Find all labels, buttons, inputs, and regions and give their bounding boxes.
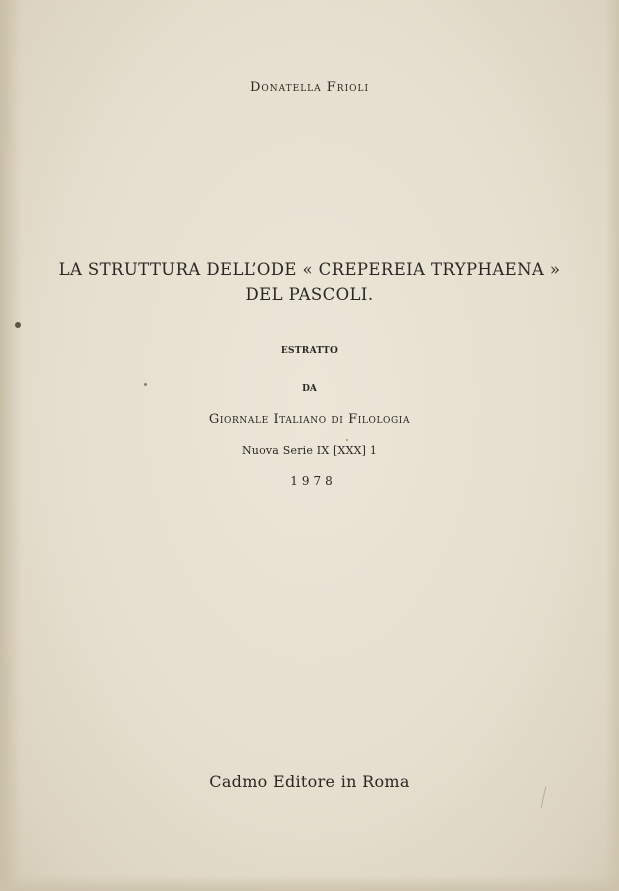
extract-label: ESTRATTO (280, 346, 339, 356)
page-edge-bottom (0, 875, 619, 891)
ink-spot (346, 439, 348, 441)
journal-name: Giornale Italiano di Filologia (208, 412, 411, 427)
journal-series: Nuova Serie IX [XXX] 1 (241, 444, 378, 457)
author-name: Donatella Frioli (249, 80, 370, 95)
publisher-name: Cadmo Editore in Roma (209, 772, 410, 791)
title-line-1: LA STRUTTURA DELL’ODE « CREPEREIA TRYPHAENA » (58, 260, 561, 279)
ink-spot (15, 322, 21, 328)
publication-year: 1978 (290, 474, 337, 488)
from-label: DA (302, 384, 317, 394)
title-line-2: DEL PASCOLI. (245, 285, 374, 304)
